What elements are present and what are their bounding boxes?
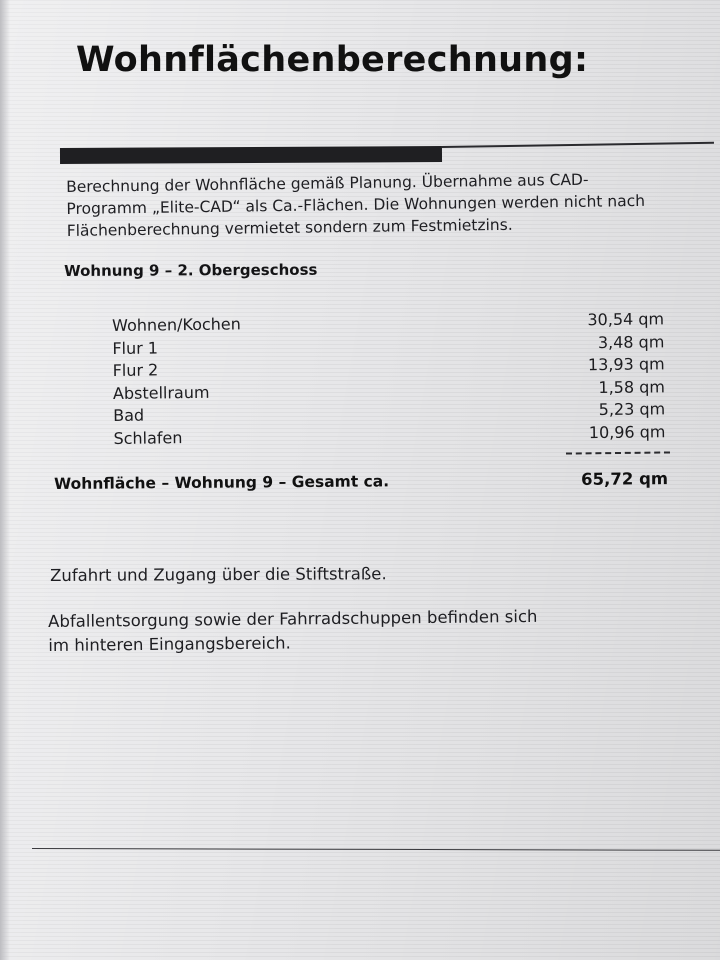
room-name: Flur 1: [112, 337, 159, 358]
disposal-note-line: Abfallentsorgung sowie der Fahrradschuppen befinden sich: [48, 606, 538, 631]
access-note: Zufahrt und Zugang über die Stiftstraße.: [50, 564, 387, 585]
title-underline-thin: [442, 142, 714, 148]
total-value: 65,72 qm: [581, 469, 669, 489]
room-name: Schlafen: [113, 427, 183, 448]
disposal-note-line: im hinteren Eingangsbereich.: [48, 633, 291, 655]
intro-line: Berechnung der Wohnfläche gemäß Planung. Übernahme aus CAD-: [66, 170, 589, 196]
unit-heading: Wohnung 9 – 2. Obergeschoss: [64, 260, 318, 280]
document-title: Wohnflächenberechnung:: [76, 40, 589, 80]
paper-shadow-edge: [0, 0, 10, 960]
room-area: 30,54 qm: [587, 309, 665, 330]
room-name: Abstellraum: [112, 382, 210, 403]
room-area: 3,48 qm: [597, 331, 665, 352]
room-area: 5,23 qm: [598, 399, 666, 420]
total-row: [54, 469, 668, 493]
total-label: Wohnfläche – Wohnung 9 – Gesamt ca.: [54, 472, 390, 493]
footer-rule: [32, 848, 720, 851]
room-area: 1,58 qm: [598, 376, 666, 397]
intro-line: Flächenberechnung vermietet sondern zum Festmietzins.: [66, 215, 513, 240]
room-area: 13,93 qm: [587, 354, 665, 375]
title-underline-thick: [60, 146, 442, 164]
intro-paragraph: [66, 167, 717, 242]
room-area-list: [112, 309, 666, 451]
room-name: Bad: [113, 405, 145, 425]
intro-line: Programm „Elite-CAD“ als Ca.-Flächen. Die Wohnungen werden nicht nach: [66, 191, 646, 218]
room-name: Flur 2: [112, 360, 159, 380]
room-name: Wohnen/Kochen: [112, 314, 241, 335]
disposal-note: [48, 605, 538, 658]
sum-separator: [566, 451, 670, 456]
room-area: 10,96 qm: [588, 421, 666, 442]
